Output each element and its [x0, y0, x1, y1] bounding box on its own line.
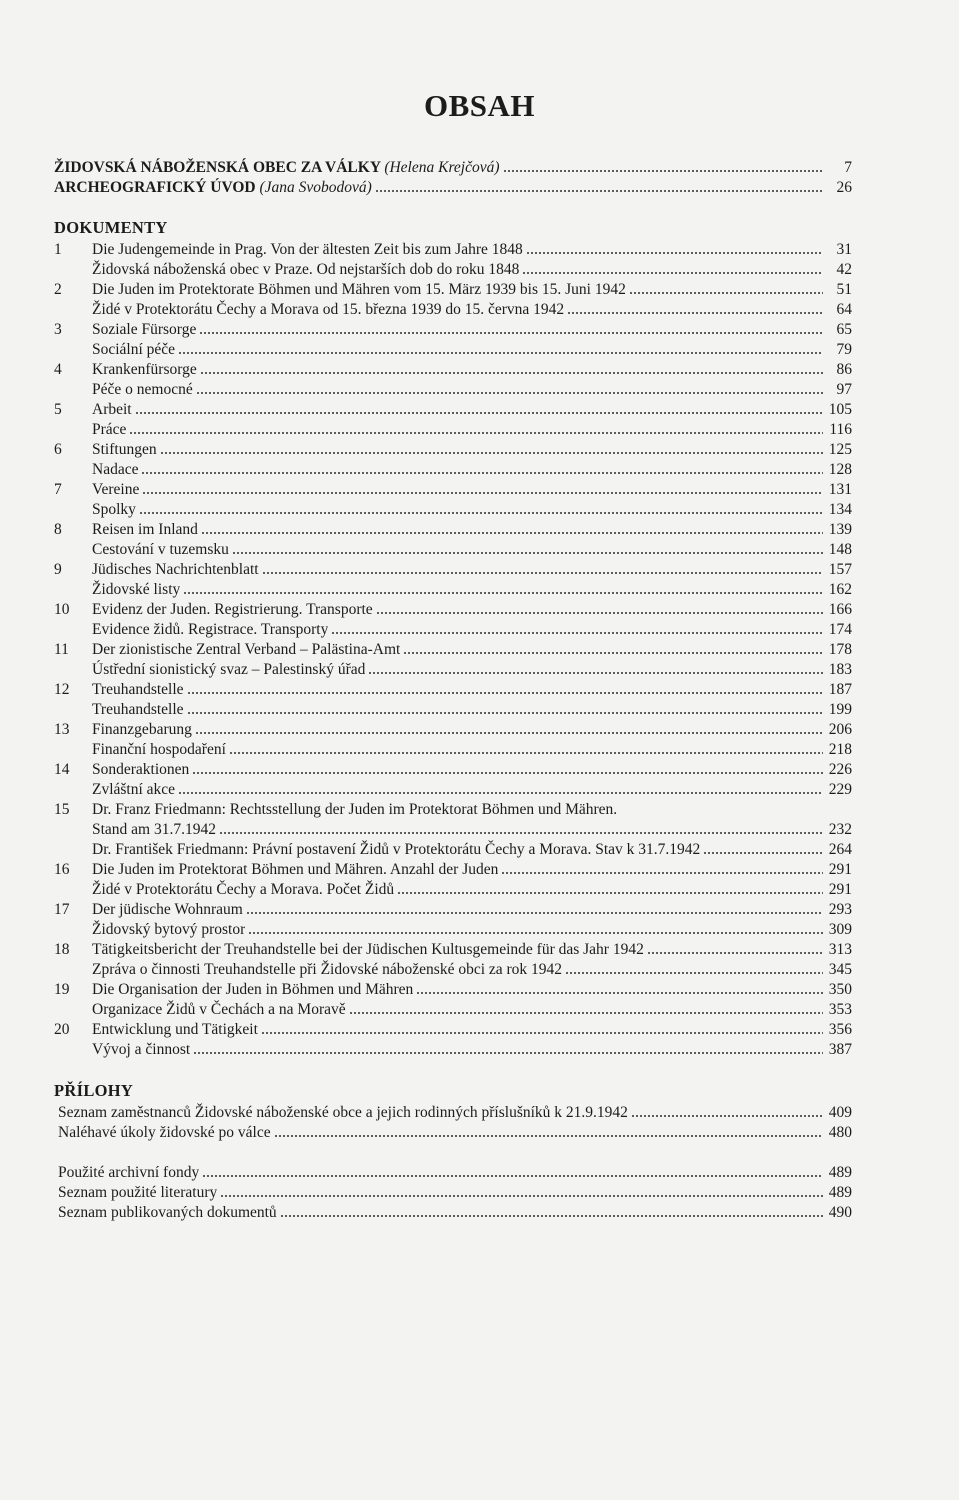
- dot-leader: [135, 411, 823, 415]
- dot-leader: [349, 1011, 823, 1015]
- toc-entry-document: [54, 860, 852, 880]
- dot-leader: [183, 591, 823, 595]
- dot-leader: [232, 551, 823, 555]
- document-number: 8: [54, 521, 62, 538]
- page-number: 116: [829, 421, 852, 438]
- entry-title: Jüdisches Nachrichtenblatt: [92, 561, 259, 578]
- dot-leader: [261, 1031, 823, 1035]
- page-number: 105: [828, 401, 852, 418]
- toc-entry-document: [54, 840, 852, 860]
- entry-title: Die Juden im Protektorate Böhmen und Mähren vom 15. März 1939 bis 15. Juni 1942: [92, 281, 626, 298]
- dot-leader: [202, 1174, 823, 1178]
- document-number: 20: [54, 1021, 70, 1038]
- toc-entry-appendix: [58, 1103, 852, 1123]
- document-number: 7: [54, 481, 62, 498]
- entry-title: ŽIDOVSKÁ NÁBOŽENSKÁ OBEC ZA VÁLKY: [54, 159, 381, 176]
- toc-entry-document: [54, 680, 852, 700]
- entry-author: (Helena Krejčová): [384, 159, 500, 176]
- document-number: 12: [54, 681, 70, 698]
- toc-entry-document: [54, 980, 852, 1000]
- entry-title: Evidenz der Juden. Registrierung. Transporte: [92, 601, 373, 618]
- toc-entry-document: [54, 400, 852, 420]
- toc-entry-document: [54, 740, 852, 760]
- dot-leader: [178, 351, 823, 355]
- toc-entry-back-matter: [58, 1163, 852, 1183]
- dot-leader: [229, 751, 823, 755]
- dot-leader: [368, 671, 823, 675]
- toc-entry-document: [54, 600, 852, 620]
- page-number: 166: [828, 601, 852, 618]
- toc-entry-document: [54, 640, 852, 660]
- dot-leader: [503, 169, 823, 173]
- document-number: 18: [54, 941, 70, 958]
- page-number: 139: [828, 521, 852, 538]
- toc-entry-back-matter: [58, 1203, 852, 1223]
- toc-entry-document: [54, 660, 852, 680]
- page-number: 51: [836, 281, 852, 298]
- document-number: 19: [54, 981, 70, 998]
- page-number: 264: [828, 841, 852, 858]
- document-number: 11: [54, 641, 69, 658]
- entry-title: Seznam použité literatury: [58, 1184, 218, 1201]
- toc-entry-document: [54, 500, 852, 520]
- entry-title: ARCHEOGRAFICKÝ ÚVOD: [54, 179, 256, 196]
- dot-leader: [141, 471, 823, 475]
- document-number: 6: [54, 441, 62, 458]
- page-number: 490: [828, 1204, 852, 1221]
- page-number: 350: [828, 981, 852, 998]
- page-number: 65: [836, 321, 852, 338]
- entry-title: Der zionistische Zentral Verband – Palästina-Amt: [92, 641, 401, 658]
- entry-title: Seznam zaměstnanců Židovské náboženské obce a jejich rodinných příslušníků k 21.9.1942: [58, 1104, 628, 1121]
- document-number: 5: [54, 401, 62, 418]
- toc-entry-document: [54, 360, 852, 380]
- page-number: 409: [828, 1104, 852, 1121]
- entry-title: Židovské listy: [92, 581, 181, 598]
- entry-title: Sonderaktionen: [92, 761, 190, 778]
- entry-title: Reisen im Inland: [92, 521, 198, 538]
- toc-entry-document: [54, 780, 852, 800]
- dot-leader: [246, 911, 823, 915]
- entry-title: Treuhandstelle: [92, 701, 184, 718]
- page-number: 174: [828, 621, 852, 638]
- entry-title: Ústřední sionistický svaz – Palestinský úřad: [92, 661, 366, 678]
- page-number: 353: [828, 1001, 852, 1018]
- dot-leader: [178, 791, 823, 795]
- page-number: 134: [828, 501, 852, 518]
- dot-leader: [375, 189, 823, 193]
- toc-entry-back-matter: [58, 1183, 852, 1203]
- entry-title: Nadace: [92, 461, 139, 478]
- page-number: 387: [828, 1041, 852, 1058]
- entry-title: Vereine: [92, 481, 140, 498]
- page-number: 157: [828, 561, 852, 578]
- entry-title: Zvláštní akce: [92, 781, 176, 798]
- entry-title: Sociální péče: [92, 341, 176, 358]
- page-number: 7: [844, 159, 852, 176]
- toc-entry-intro-1: [54, 158, 852, 178]
- toc-entry-document: [54, 1020, 852, 1040]
- document-number: 15: [54, 801, 70, 818]
- page-number: 148: [828, 541, 852, 558]
- entry-title: Organizace Židů v Čechách a na Moravě: [92, 1001, 346, 1018]
- dot-leader: [397, 891, 823, 895]
- page-number: 128: [828, 461, 852, 478]
- dot-leader: [248, 931, 823, 935]
- toc-entry-document: [54, 380, 852, 400]
- entry-title: Stiftungen: [92, 441, 157, 458]
- page-number: 97: [836, 381, 852, 398]
- dot-leader: [199, 331, 823, 335]
- dot-leader: [219, 831, 823, 835]
- entry-title: Židé v Protektorátu Čechy a Morava. Počet Židů: [92, 881, 395, 898]
- page-number: 79: [836, 341, 852, 358]
- toc-entry-document: [54, 800, 617, 820]
- dot-leader: [187, 711, 823, 715]
- entry-title: Soziale Fürsorge: [92, 321, 197, 338]
- entry-title: Židé v Protektorátu Čechy a Morava od 15. března 1939 do 15. června 1942: [92, 301, 565, 318]
- page-number: 309: [828, 921, 852, 938]
- document-number: 2: [54, 281, 62, 298]
- toc-entry-document: [54, 480, 852, 500]
- entry-title: Die Organisation der Juden in Böhmen und Mähren: [92, 981, 414, 998]
- dot-leader: [192, 771, 823, 775]
- toc-entry-document: [54, 440, 852, 460]
- page-title: OBSAH: [423, 88, 536, 123]
- dot-leader: [200, 371, 823, 375]
- entry-title: Arbeit: [92, 401, 132, 418]
- entry-title: Dr. Franz Friedmann: Rechtsstellung der Juden im Protektorat Böhmen und Mähren.: [92, 801, 618, 818]
- entry-title: Seznam publikovaných dokumentů: [58, 1204, 277, 1221]
- entry-title: Tätigkeitsbericht der Treuhandstelle bei der Jüdischen Kultusgemeinde für das Jahr 1942: [92, 941, 644, 958]
- page-number: 489: [828, 1184, 852, 1201]
- document-number: 16: [54, 861, 70, 878]
- dot-leader: [526, 251, 823, 255]
- page-number: 480: [828, 1124, 852, 1141]
- dot-leader: [567, 311, 823, 315]
- toc-entry-document: [54, 960, 852, 980]
- entry-title: Treuhandstelle: [92, 681, 184, 698]
- dot-leader: [403, 651, 823, 655]
- page-number: 64: [836, 301, 852, 318]
- entry-title: Evidence židů. Registrace. Transporty: [92, 621, 329, 638]
- dot-leader: [331, 631, 823, 635]
- toc-entry-document: [54, 240, 852, 260]
- dot-leader: [139, 511, 823, 515]
- page-number: 162: [828, 581, 852, 598]
- dot-leader: [522, 271, 823, 275]
- page-number: 293: [828, 901, 852, 918]
- document-number: 13: [54, 721, 70, 738]
- page-number: 226: [828, 761, 852, 778]
- entry-title: Použité archivní fondy: [58, 1164, 200, 1181]
- entry-title: Der jüdische Wohnraum: [92, 901, 243, 918]
- toc-entry-document: [54, 880, 852, 900]
- page-number: 206: [828, 721, 852, 738]
- toc-entry-document: [54, 1000, 852, 1020]
- page-number: 26: [836, 179, 852, 196]
- entry-title: Entwicklung und Tätigkeit: [92, 1021, 258, 1038]
- toc-entry-document: [54, 1040, 852, 1060]
- dot-leader: [262, 571, 823, 575]
- toc-entry-document: [54, 620, 852, 640]
- section-heading-prilohy: PŘÍLOHY: [54, 1081, 134, 1100]
- entry-title: Vývoj a činnost: [92, 1041, 191, 1058]
- toc-entry-document: [54, 420, 852, 440]
- dot-leader: [274, 1134, 823, 1138]
- entry-title: Židovský bytový prostor: [92, 921, 246, 938]
- page-number: 31: [836, 241, 852, 258]
- entry-title: Finanzgebarung: [92, 721, 192, 738]
- dot-leader: [187, 691, 823, 695]
- entry-title: Die Juden im Protektorat Böhmen und Mähren. Anzahl der Juden: [92, 861, 499, 878]
- toc-entry-document: [54, 340, 852, 360]
- dot-leader: [160, 451, 823, 455]
- dot-leader: [196, 391, 823, 395]
- dot-leader: [501, 871, 823, 875]
- entry-title: Spolky: [92, 501, 136, 518]
- toc-entry-document: [54, 920, 852, 940]
- toc-entry-intro-2: [54, 178, 852, 198]
- document-number: 14: [54, 761, 70, 778]
- page-number: 232: [828, 821, 852, 838]
- dot-leader: [195, 731, 823, 735]
- dot-leader: [280, 1214, 823, 1218]
- section-heading-dokumenty: DOKUMENTY: [54, 218, 168, 237]
- entry-title: Krankenfürsorge: [92, 361, 197, 378]
- toc-entry-document: [54, 460, 852, 480]
- entry-title: Die Judengemeinde in Prag. Von der ältesten Zeit bis zum Jahre 1848: [92, 241, 523, 258]
- document-number: 3: [54, 321, 62, 338]
- page-number: 199: [828, 701, 852, 718]
- dot-leader: [201, 531, 823, 535]
- page-number: 356: [828, 1021, 852, 1038]
- toc-entry-document: [54, 540, 852, 560]
- toc-entry-document: [54, 700, 852, 720]
- entry-title: Péče o nemocné: [92, 381, 193, 398]
- dot-leader: [629, 291, 823, 295]
- dot-leader: [647, 951, 823, 955]
- toc-entry-document: [54, 560, 852, 580]
- page-number: 125: [828, 441, 852, 458]
- dot-leader: [193, 1051, 823, 1055]
- entry-title: Dr. František Friedmann: Právní postavení Židů v Protektorátu Čechy a Morava. Stav k 31.7.1942: [92, 841, 701, 858]
- entry-title: Práce: [92, 421, 127, 438]
- entry-title: Židovská náboženská obec v Praze. Od nejstarších dob do roku 1848: [92, 261, 520, 278]
- page-number: 187: [828, 681, 852, 698]
- page-number: 229: [828, 781, 852, 798]
- entry-title: Cestování v tuzemsku: [92, 541, 229, 558]
- page-number: 183: [828, 661, 852, 678]
- entry-title: Naléhavé úkoly židovské po válce: [58, 1124, 271, 1141]
- document-number: 10: [54, 601, 70, 618]
- dot-leader: [376, 611, 823, 615]
- entry-title: Stand am 31.7.1942: [92, 821, 216, 838]
- toc-entry-document: [54, 820, 852, 840]
- entry-author: (Jana Svobodová): [259, 179, 372, 196]
- dot-leader: [631, 1114, 823, 1118]
- page-number: 291: [828, 861, 852, 878]
- toc-entry-document: [54, 760, 852, 780]
- toc-entry-document: [54, 940, 852, 960]
- document-number: 9: [54, 561, 62, 578]
- page-number: 86: [836, 361, 852, 378]
- dot-leader: [565, 971, 823, 975]
- page-number: 291: [828, 881, 852, 898]
- toc-entry-appendix: [58, 1123, 852, 1143]
- toc-entry-document: [54, 520, 852, 540]
- toc-entry-document: [54, 720, 852, 740]
- toc-entry-document: [54, 900, 852, 920]
- dot-leader: [416, 991, 823, 995]
- page-number: 178: [828, 641, 852, 658]
- dot-leader: [220, 1194, 823, 1198]
- dot-leader: [703, 851, 823, 855]
- page-number: 131: [828, 481, 852, 498]
- dot-leader: [142, 491, 823, 495]
- entry-title: Zpráva o činnosti Treuhandstelle při Židovské náboženské obci za rok 1942: [92, 961, 563, 978]
- document-number: 4: [54, 361, 62, 378]
- toc-entry-document: [54, 300, 852, 320]
- dot-leader: [129, 431, 823, 435]
- document-number: 1: [54, 241, 62, 258]
- page-number: 345: [828, 961, 852, 978]
- toc-entry-document: [54, 320, 852, 340]
- toc-entry-document: [54, 580, 852, 600]
- page-number: 218: [828, 741, 852, 758]
- page-number: 42: [836, 261, 852, 278]
- toc-entry-document: [54, 260, 852, 280]
- page-number: 489: [828, 1164, 852, 1181]
- page-number: 313: [828, 941, 852, 958]
- toc-entry-document: [54, 280, 852, 300]
- document-number: 17: [54, 901, 70, 918]
- entry-title: Finanční hospodaření: [92, 741, 226, 758]
